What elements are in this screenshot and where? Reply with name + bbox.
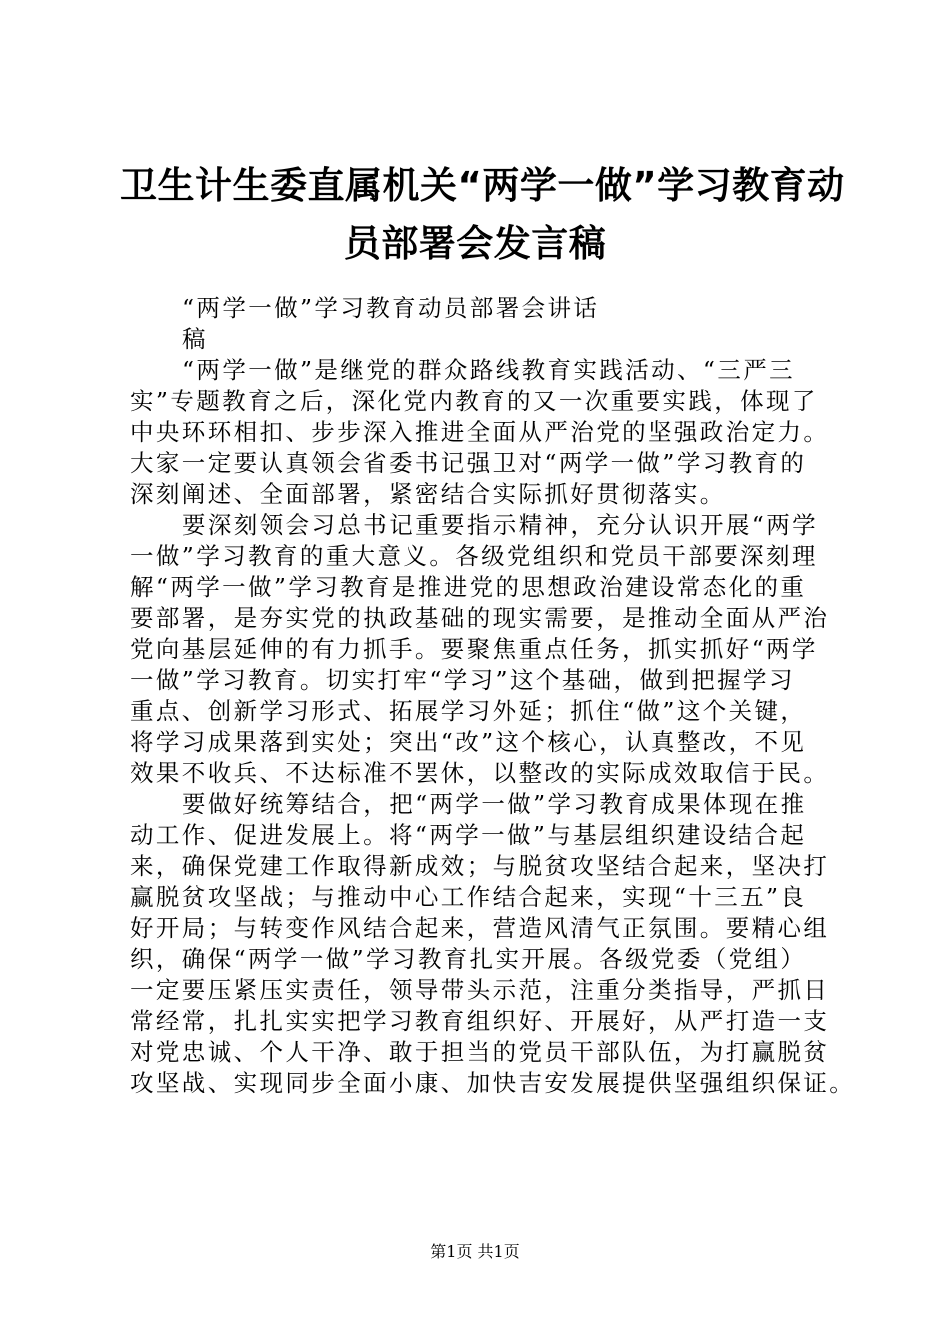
paragraph-2-line: 一做”学习教育。切实打牢“学习”这个基础，做到把握学习 xyxy=(130,666,795,694)
paragraph-3-line: 织，确保“两学一做”学习教育扎实开展。各级党委（党组） xyxy=(130,945,807,973)
subtitle-line: “两学一做”学习教育动员部署会讲话 xyxy=(182,294,600,322)
paragraph-1-line: 深刻阐述、全面部署，紧密结合实际抓好贯彻落实。 xyxy=(130,480,726,508)
paragraph-3-line: 攻坚战、实现同步全面小康、加快吉安发展提供坚强组织保证。 xyxy=(130,1069,856,1097)
paragraph-1-line: 大家一定要认真领会省委书记强卫对“两学一做”学习教育的 xyxy=(130,449,807,477)
page-number-footer: 第1页 共1页 xyxy=(430,1242,520,1261)
paragraph-2-line: 要部署，是夯实党的执政基础的现实需要，是推动全面从严治 xyxy=(130,604,830,632)
paragraph-2-line: 要深刻领会习总书记重要指示精神，充分认识开展“两学 xyxy=(182,511,819,539)
paragraph-2-line: 党向基层延伸的有力抓手。要聚焦重点任务，抓实抓好“两学 xyxy=(130,635,818,663)
paragraph-3-line: 动工作、促进发展上。将“两学一做”与基层组织建设结合起 xyxy=(130,821,807,849)
paragraph-1-line: 实”专题教育之后，深化党内教育的又一次重要实践，体现了 xyxy=(130,387,818,415)
paragraph-3-line: 赢脱贫攻坚战；与推动中心工作结合起来，实现“十三五”良 xyxy=(130,883,807,911)
document-title-line-1: 卫生计生委直属机关“两学一做”学习教育动 xyxy=(120,164,845,207)
paragraph-2-line: 效果不收兵、不达标准不罢休，以整改的实际成效取信于民。 xyxy=(130,759,830,787)
paragraph-3-line: 好开局；与转变作风结合起来，营造风清气正氛围。要精心组 xyxy=(130,914,830,942)
paragraph-2-line: 解“两学一做”学习教育是推进党的思想政治建设常态化的重 xyxy=(130,573,807,601)
paragraph-3-line: 常经常，扎扎实实把学习教育组织好、开展好，从严打造一支 xyxy=(130,1007,830,1035)
paragraph-3-line: 要做好统筹结合，把“两学一做”学习教育成果体现在推 xyxy=(182,790,807,818)
paragraph-1-line: 中央环环相扣、步步深入推进全面从严治党的坚强政治定力。 xyxy=(130,418,830,446)
paragraph-3-line: 来，确保党建工作取得新成效；与脱贫攻坚结合起来，坚决打 xyxy=(130,852,830,880)
paragraph-3-line: 一定要压紧压实责任，领导带头示范，注重分类指导，严抓日 xyxy=(130,976,830,1004)
document-title-line-2: 员部署会发言稿 xyxy=(343,222,607,265)
subtitle-line: 稿 xyxy=(182,325,208,353)
paragraph-1-line: “两学一做”是继党的群众路线教育实践活动、“三严三 xyxy=(182,356,796,384)
paragraph-2-line: 将学习成果落到实处；突出“改”这个核心，认真整改，不见 xyxy=(130,728,807,756)
paragraph-2-line: 一做”学习教育的重大意义。各级党组织和党员干部要深刻理 xyxy=(130,542,818,570)
paragraph-3-line: 对党忠诚、个人干净、敢于担当的党员干部队伍，为打赢脱贫 xyxy=(130,1038,830,1066)
paragraph-2-line: 重点、创新学习形式、拓展学习外延；抓住“做”这个关键， xyxy=(130,697,807,725)
document-body xyxy=(130,293,856,1099)
